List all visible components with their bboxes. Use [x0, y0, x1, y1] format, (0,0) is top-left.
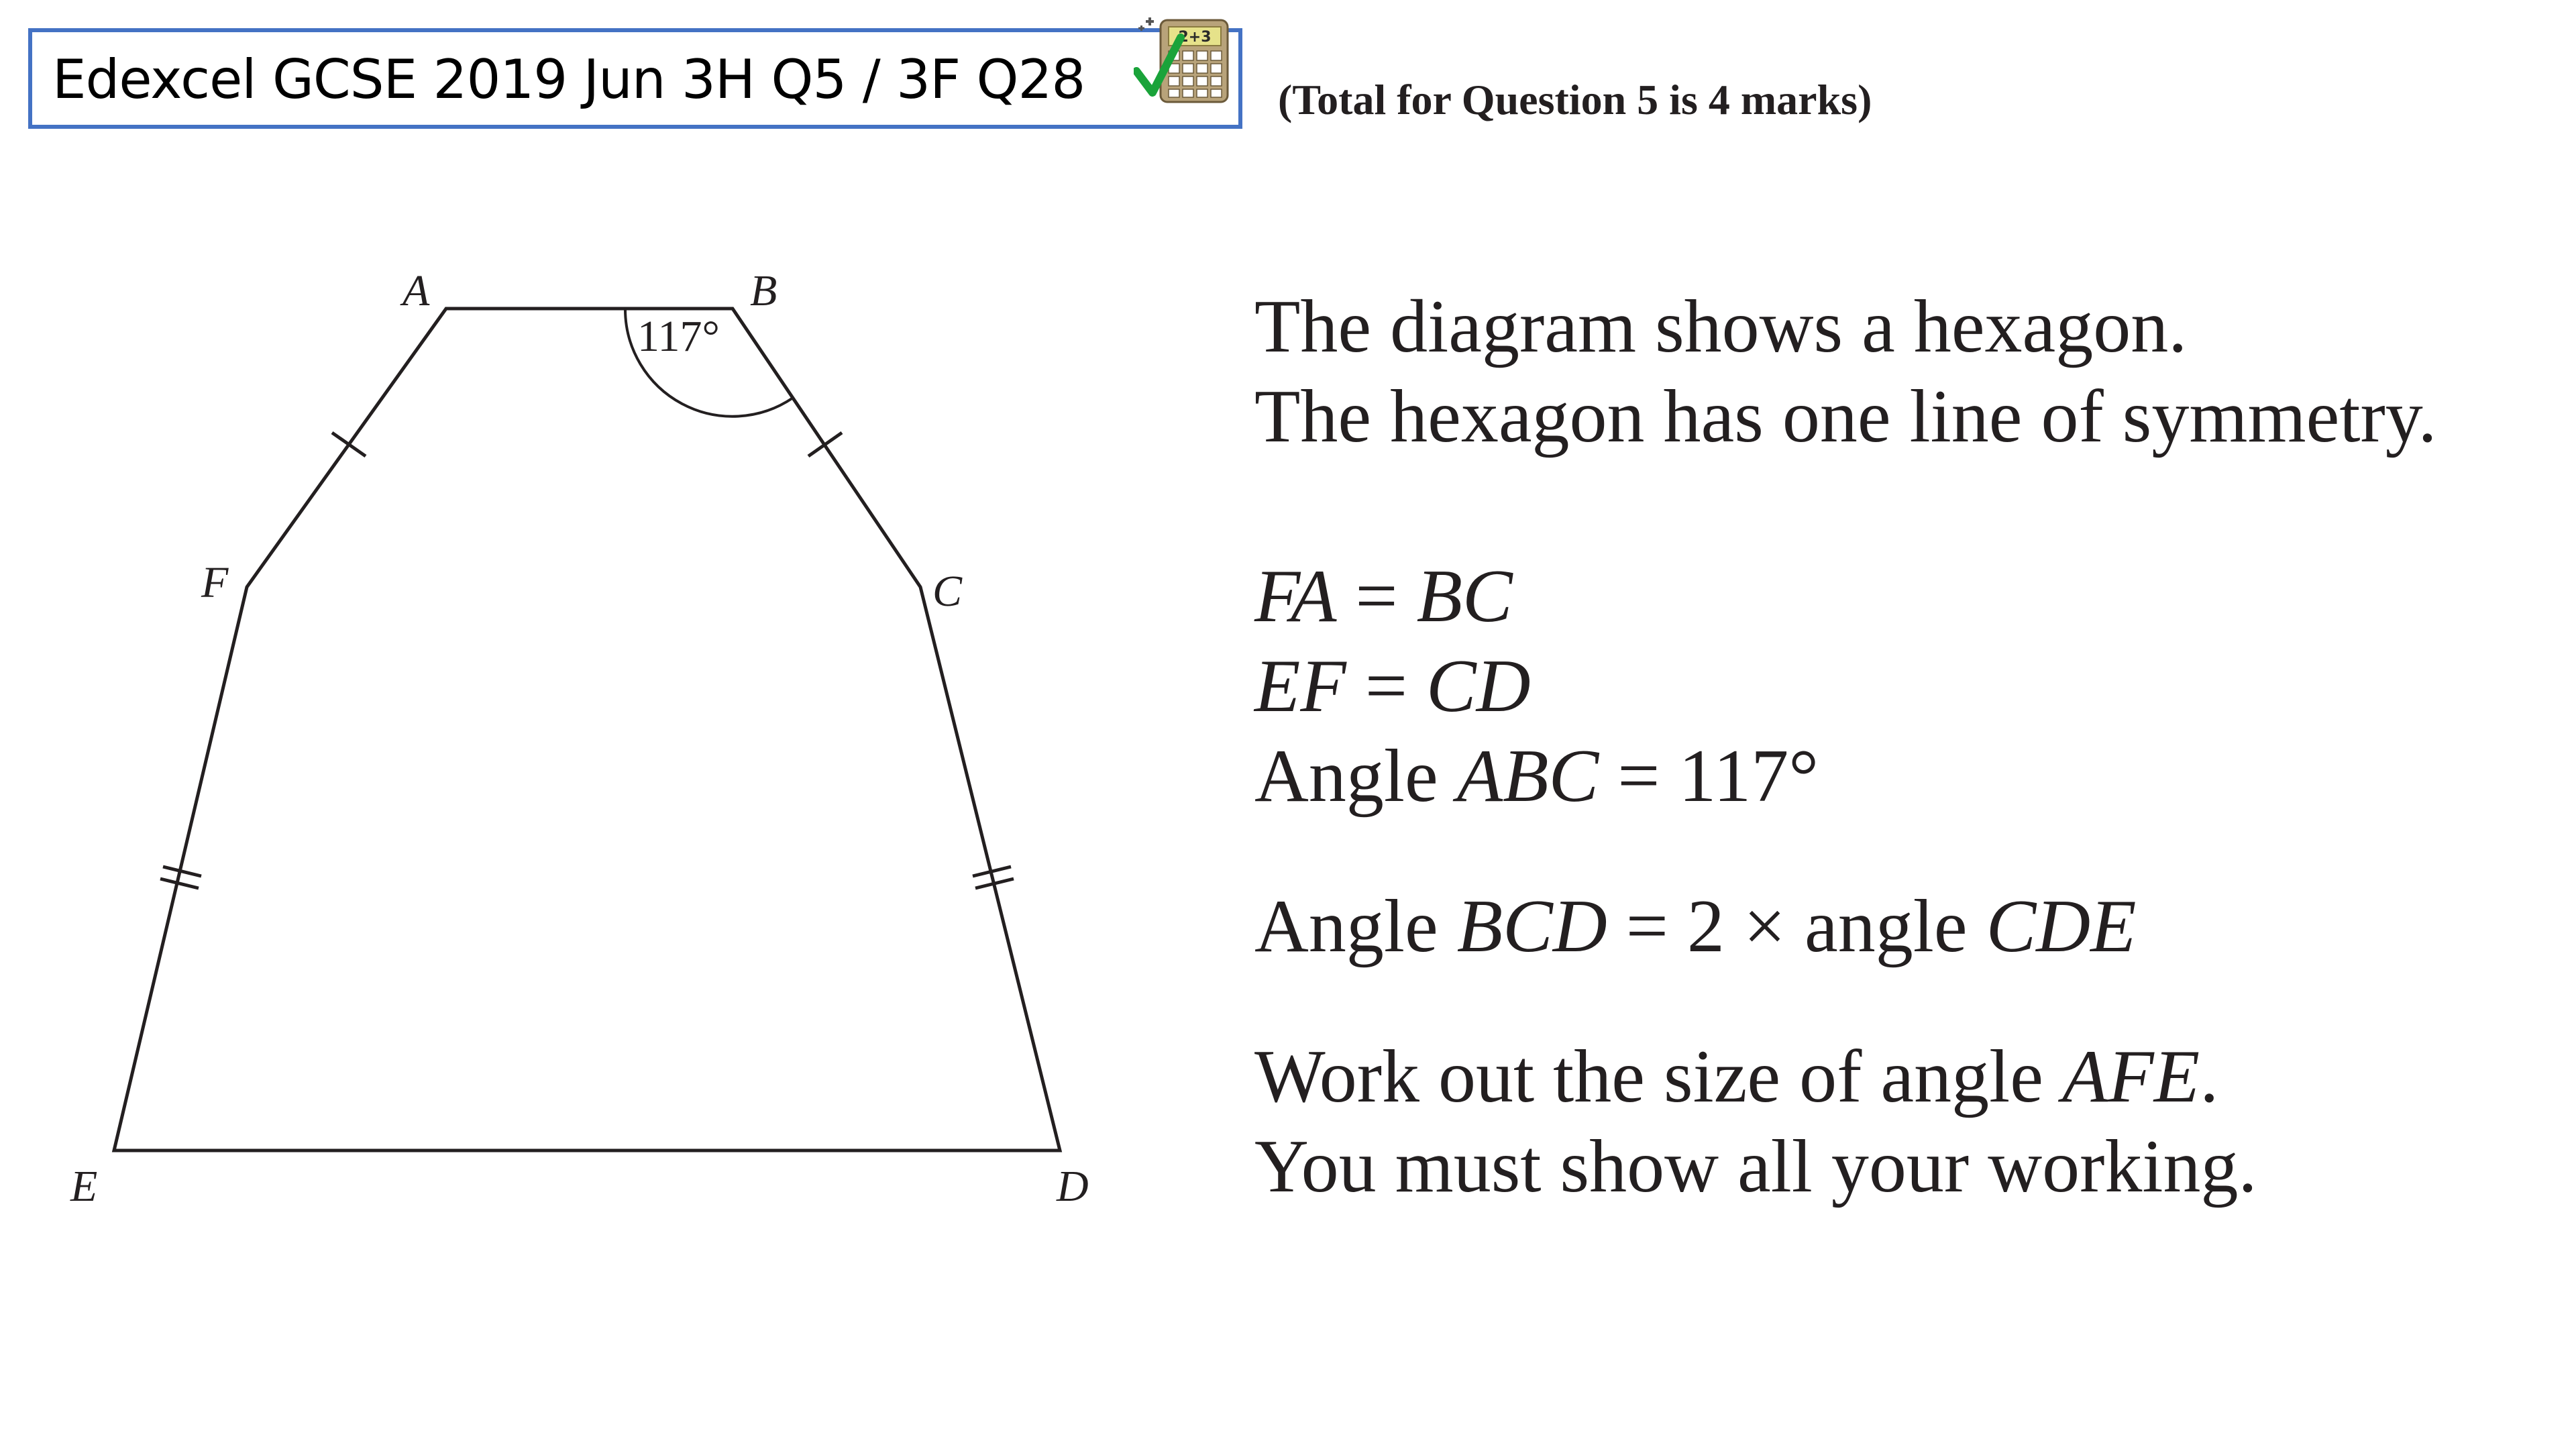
angle-bcd-relation: = 2 × angle: [1607, 885, 1986, 968]
tick-fa: [332, 433, 366, 456]
hexagon-diagram: [0, 0, 1208, 1449]
task-prefix: Work out the size of angle: [1254, 1035, 2062, 1118]
question-title: Edexcel GCSE 2019 Jun 3H Q5 / 3F Q28: [52, 48, 1085, 111]
segment-cd: CD: [1426, 645, 1531, 728]
angle-bcd: BCD: [1456, 885, 1607, 968]
condition-angle-abc: [1254, 731, 2436, 821]
condition-ef-cd: [1254, 641, 2436, 731]
angle-cde: CDE: [1986, 885, 2137, 968]
question-text: [1254, 282, 2436, 1212]
angle-abc-value: = 117°: [1599, 735, 1819, 818]
segment-ef: EF: [1254, 645, 1346, 728]
vertex-label-c: C: [932, 567, 963, 616]
vertex-label-d: D: [1057, 1162, 1089, 1211]
condition-angle-bcd: [1254, 881, 2436, 971]
task-period: .: [2200, 1035, 2219, 1118]
vertex-label-b: B: [750, 266, 777, 315]
angle-afe: AFE: [2061, 1035, 2200, 1118]
vertex-label-a: A: [402, 266, 430, 315]
hexagon-outline: [114, 309, 1060, 1150]
tick-bc: [808, 433, 842, 456]
vertex-label-e: E: [70, 1162, 98, 1211]
question-instruction: You must show all your working.: [1254, 1125, 2257, 1208]
angle-abc: ABC: [1456, 735, 1599, 818]
equals-sign: =: [1336, 555, 1417, 638]
angle-label-117: 117°: [637, 312, 720, 361]
vertex-label-f: F: [201, 558, 229, 607]
calculator-display-text: 2+3: [1178, 29, 1212, 46]
segment-bc: BC: [1416, 555, 1513, 638]
question-task: [1254, 1032, 2436, 1122]
question-line-hexagon: The diagram shows a hexagon.: [1254, 285, 2188, 368]
angle-word: Angle: [1254, 885, 1457, 968]
angle-word: Angle: [1254, 735, 1457, 818]
total-marks: (Total for Question 5 is 4 marks): [1278, 76, 1872, 123]
question-line-symmetry: The hexagon has one line of symmetry.: [1254, 375, 2437, 458]
condition-fa-bc: [1254, 551, 2436, 641]
equals-sign: =: [1346, 645, 1426, 728]
segment-fa: FA: [1254, 555, 1337, 638]
